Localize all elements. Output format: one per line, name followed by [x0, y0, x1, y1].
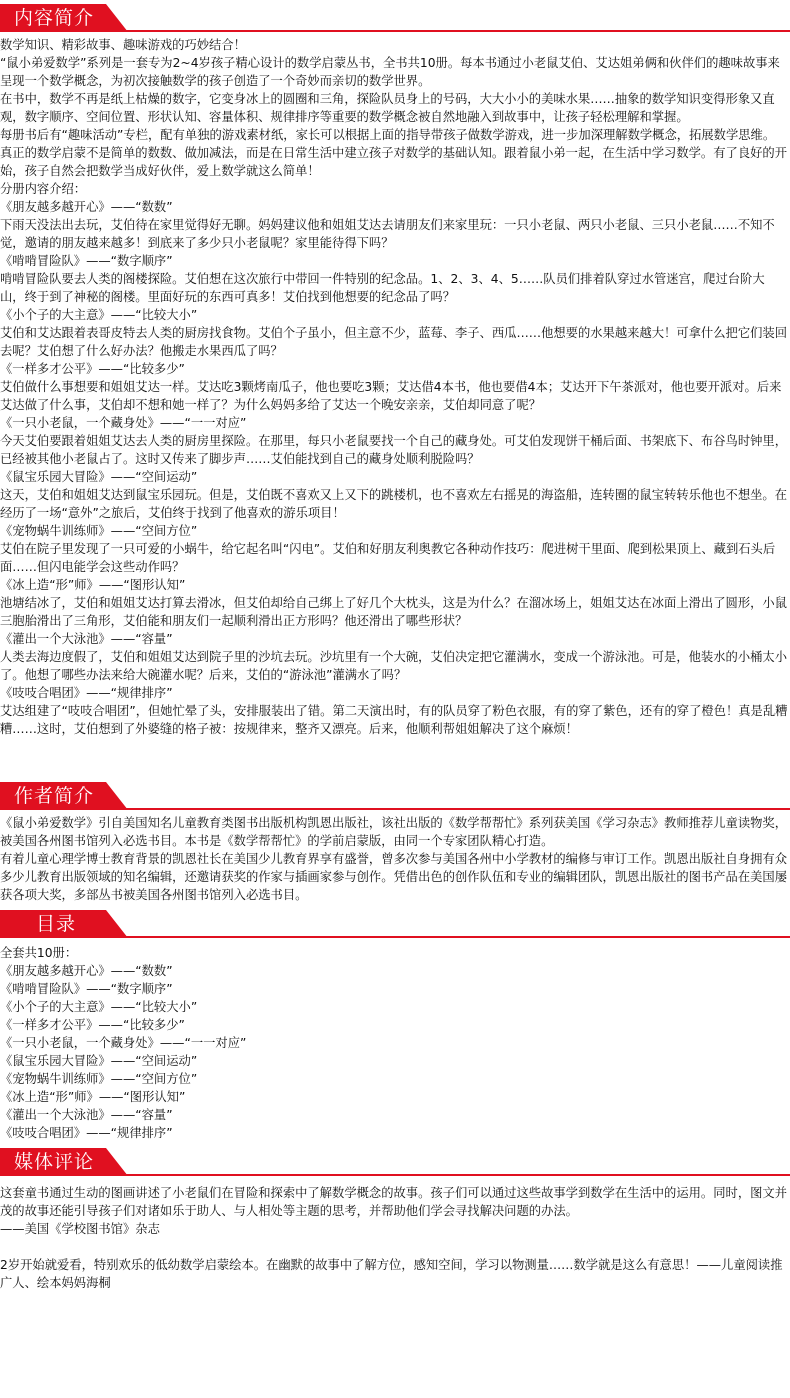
content-intro-body — [0, 36, 788, 738]
paragraph: 在书中，数学不再是纸上枯燥的数字，它变身冰上的圆圈和三角，探险队员身上的号码，大大小小的美味水果……抽象的数学知识变得形象又直观，数字顺序、空间位置、形状认知、容量体积、规律排序等重要的数学概念被自然地融入到故事中，让孩子轻松理解和掌握。 — [0, 92, 775, 124]
media-reviews-body — [0, 1184, 788, 1292]
section-rule — [0, 936, 790, 938]
book-title: 《一样多才公平》——“比较多少” — [0, 362, 185, 376]
book-summary: 艾伯做什么事想要和姐姐艾达一样。艾达吃3颗烤南瓜子，他也要吃3颗；艾达借4本书，他也要借4本；艾达开下午茶派对，他也要开派对。后来艾达做了什么事，艾伯却不想和她一样了？为什么妈妈多给了艾达一个晚安亲亲，艾伯却同意了呢？ — [0, 380, 782, 412]
book-title: 《冰上造“形”师》——“图形认知” — [0, 578, 186, 592]
book-summary: 艾伯在院子里发现了一只可爱的小蜗牛，给它起名叫“闪电”。艾伯和好朋友利奥教它各种动作技巧：爬进树干里面、爬到松果顶上、藏到石头后面……但闪电能学会这些动作吗？ — [0, 542, 776, 574]
section-header-toc — [0, 910, 790, 938]
review-text: 这套童书通过生动的图画讲述了小老鼠们在冒险和探索中了解数学概念的故事。孩子们可以通过这些故事学到数学在生活中的运用。同时，图文并茂的故事还能引导孩子们对诸如乐于助人、与人相处等主题的思考，并帮助他们学会寻找解决问题的办法。 — [0, 1186, 788, 1218]
section-title: 作者简介 — [14, 785, 95, 807]
toc-item: 《一只小老鼠，一个藏身处》——“一一对应” — [0, 1036, 247, 1050]
book-title: 《小个子的大主意》——“比较大小” — [0, 308, 198, 322]
toc-item: 《朋友越多越开心》——“数数” — [0, 964, 173, 978]
toc-item: 《鼠宝乐园大冒险》——“空间运动” — [0, 1054, 198, 1068]
toc-item: 《冰上造“形”师》——“图形认知” — [0, 1090, 186, 1104]
review-text: 2岁开始就爱看，特别欢乐的低幼数学启蒙绘本。在幽默的故事中了解方位，感知空间，学习以物测量……数学就是这么有意思！——儿童阅读推广人、绘本妈妈海桐 — [0, 1258, 783, 1290]
section-title: 媒体评论 — [14, 1151, 95, 1173]
book-title: 《灌出一个大泳池》——“容量” — [0, 632, 173, 646]
toc-item: 《宠物蜗牛训练师》——“空间方位” — [0, 1072, 198, 1086]
book-title: 《朋友越多越开心》——“数数” — [0, 200, 173, 214]
paragraph: 数学知识、精彩故事、趣味游戏的巧妙结合！ — [0, 38, 246, 52]
paragraph: 每册书后有“趣味活动”专栏，配有单独的游戏素材纸，家长可以根据上面的指导带孩子做数学游戏，进一步加深理解数学概念，拓展数学思维。 — [0, 128, 776, 142]
book-summary: 人类去海边度假了，艾伯和姐姐艾达到院子里的沙坑去玩。沙坑里有一个大碗，艾伯决定把它灌满水，变成一个游泳池。可是，他装水的小桶太小了。他想了哪些办法来给大碗灌水呢？后来，艾伯的“游泳池”灌满水了吗？ — [0, 650, 788, 682]
toc-item: 《一样多才公平》——“比较多少” — [0, 1018, 185, 1032]
toc-item: 《灌出一个大泳池》——“容量” — [0, 1108, 173, 1122]
paragraph: 有着儿童心理学博士教育背景的凯恩社长在美国少儿教育界享有盛誉，曾多次参与美国各州中小学教材的编修与审订工作。凯恩出版社自身拥有众多少儿教育出版领域的知名编辑，还邀请获奖的作家与插画家参与创作。凭借出色的创作队伍和专业的编辑团队，凯恩出版社的图书产品在美国屡获各项大奖，多部丛书被美国各州图书馆列入必选书目。 — [0, 852, 788, 902]
book-summary: 艾达组建了“吱吱合唱团”，但她忙晕了头，安排服装出了错。第二天演出时，有的队员穿了粉色衣服，有的穿了紫色，还有的穿了橙色！真是乱糟糟……这时，艾伯想到了外婆缝的格子被：按规律来，整齐又漂亮。后来，他顺利帮姐姐解决了这个麻烦！ — [0, 704, 788, 736]
section-header-author-intro — [0, 782, 790, 810]
paragraph: “鼠小弟爱数学”系列是一套专为2~4岁孩子精心设计的数学启蒙丛书，全书共10册。每本书通过小老鼠艾伯、艾达姐弟俩和伙伴们的趣味故事来呈现一个数学概念，为初次接触数学的孩子创造了一个奇妙而亲切的数学世界。 — [0, 56, 780, 88]
paragraph: 《鼠小弟爱数学》引自美国知名儿童教育类图书出版机构凯恩出版社，该社出版的《数学帮帮忙》系列获美国《学习杂志》教师推荐儿童读物奖，被美国各州图书馆列入必选书目。本书是《数学帮帮忙》的学前启蒙版，由同一个专家团队精心打造。 — [0, 816, 788, 848]
section-header-media-reviews — [0, 1148, 790, 1176]
book-title: 《一只小老鼠，一个藏身处》——“一一对应” — [0, 416, 247, 430]
review-source: ——美国《学校图书馆》杂志 — [0, 1222, 160, 1236]
section-rule — [0, 808, 790, 810]
book-title: 《宠物蜗牛训练师》——“空间方位” — [0, 524, 198, 538]
section-rule — [0, 1174, 790, 1176]
author-intro-body — [0, 814, 788, 904]
section-title: 目录 — [36, 913, 77, 935]
toc-summary: 全套共10册： — [0, 946, 78, 960]
book-title: 《吱吱合唱团》——“规律排序” — [0, 686, 173, 700]
book-title: 《鼠宝乐园大冒险》——“空间运动” — [0, 470, 198, 484]
paragraph: 真正的数学启蒙不是简单的数数、做加减法，而是在日常生活中建立孩子对数学的基础认知。跟着鼠小弟一起，在生活中学习数学。有了良好的开始，孩子自然会把数学当成好伙伴，爱上数学就这么简单！ — [0, 146, 788, 178]
toc-list — [0, 944, 788, 1142]
section-rule — [0, 30, 790, 32]
paragraph: 分册内容介绍： — [0, 182, 87, 196]
book-summary: 艾伯和艾达跟着表哥皮特去人类的厨房找食物。艾伯个子虽小，但主意不少，蓝莓、李子、西瓜……他想要的水果越来越大！可拿什么把它们装回去呢？艾伯想了什么好办法？他搬走水果西瓜了吗？ — [0, 326, 788, 358]
book-summary: 下雨天没法出去玩，艾伯待在家里觉得好无聊。妈妈建议他和姐姐艾达去请朋友们来家里玩：一只小老鼠、两只小老鼠、三只小老鼠……不知不觉，邀请的朋友越来越多！到底来了多少只小老鼠呢？家里能待得下吗？ — [0, 218, 775, 250]
book-summary: 今天艾伯要跟着姐姐艾达去人类的厨房里探险。在那里，每只小老鼠要找一个自己的藏身处。可艾伯发现饼干桶后面、书架底下、布谷鸟时钟里，已经被其他小老鼠占了。这时又传来了脚步声……艾伯能找到自己的藏身处顺利脱险吗？ — [0, 434, 788, 466]
book-summary: 池塘结冰了，艾伯和姐姐艾达打算去滑冰，但艾伯却给自己绑上了好几个大枕头，这是为什么？在溜冰场上，姐姐艾达在冰面上滑出了圆形，小鼠三胞胎滑出了三角形，艾伯能和朋友们一起顺利滑出正方形吗？他还滑出了哪些形状？ — [0, 596, 788, 628]
toc-item: 《啃啃冒险队》——“数字顺序” — [0, 982, 173, 996]
book-summary: 这天，艾伯和姐姐艾达到鼠宝乐园玩。但是，艾伯既不喜欢又上又下的跳楼机，也不喜欢左右摇晃的海盗船，连转圈的鼠宝转转乐他也不想坐。在经历了一场“意外”之旅后，艾伯终于找到了他喜欢的游乐项目！ — [0, 488, 788, 520]
book-title: 《啃啃冒险队》——“数字顺序” — [0, 254, 173, 268]
book-summary: 啃啃冒险队要去人类的阁楼探险。艾伯想在这次旅行中带回一件特别的纪念品。1、2、3、4、5……队员们排着队穿过水管迷宫，爬过台阶大山，终于到了神秘的阁楼。里面好玩的东西可真多！艾伯找到他想要的纪念品了吗？ — [0, 272, 765, 304]
section-header-content-intro — [0, 4, 790, 32]
section-title: 内容简介 — [14, 7, 95, 29]
toc-item: 《小个子的大主意》——“比较大小” — [0, 1000, 198, 1014]
spacer — [0, 1238, 788, 1256]
toc-item: 《吱吱合唱团》——“规律排序” — [0, 1126, 173, 1140]
